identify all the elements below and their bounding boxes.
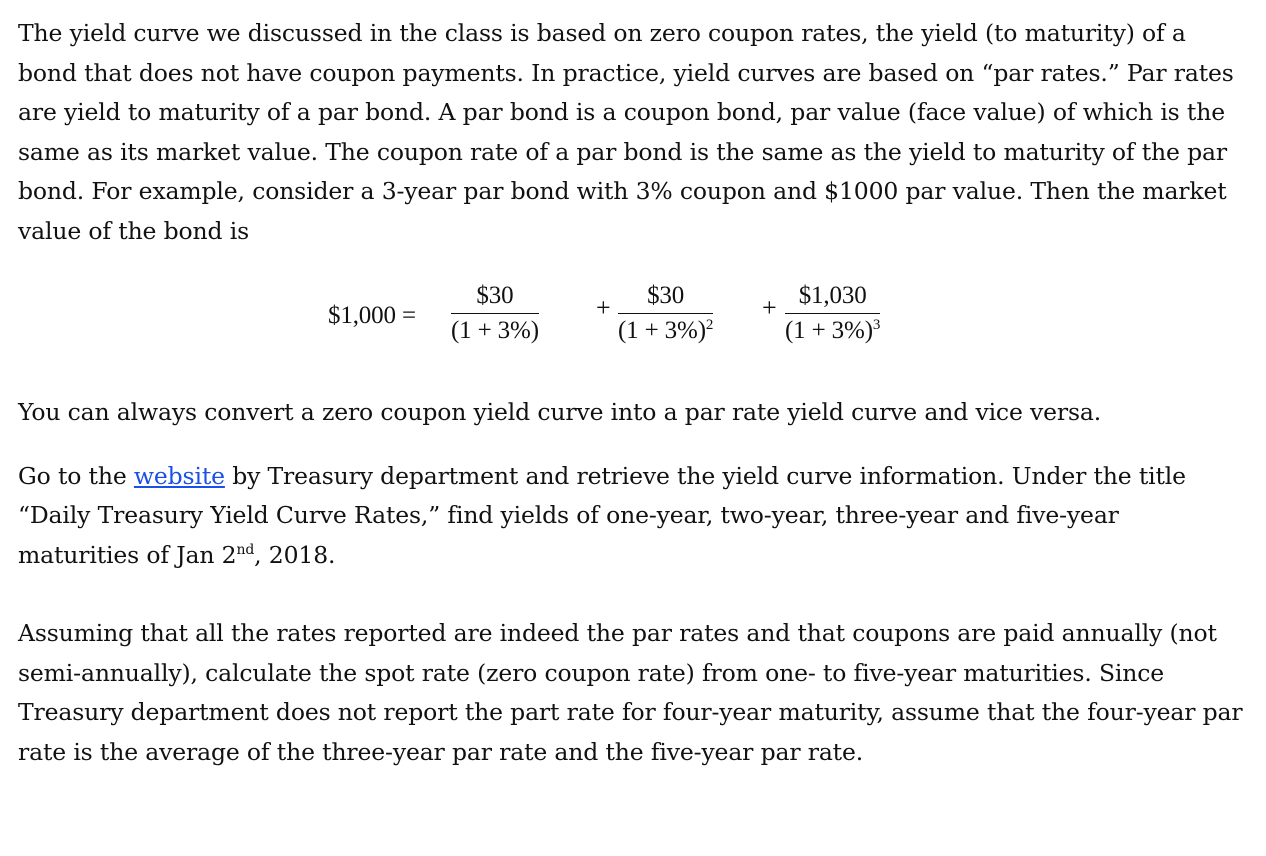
treasury-paragraph: Go to the website by Treasury department and retrieve the yield curve information. Under the title “Daily Treasury Yield Curve Rates,” find yields of one-year, two-year, three-year and five-year maturities of Jan 2nd, 2018. [18,461,1186,569]
term-3-numerator: $1,030 [785,281,880,314]
term-1-denominator: (1 + 3%) [451,317,539,344]
term-1-numerator: $30 [451,281,539,314]
bond-price-equation [18,269,1243,387]
document-body [18,14,1243,772]
plus-sign-2: + [762,293,777,322]
conversion-paragraph: You can always convert a zero coupon yield curve into a par rate yield curve and vice versa. [18,398,1102,426]
equation-lhs: $1,000 = [328,302,416,329]
intro-paragraph: The yield curve we discussed in the class is based on zero coupon rates, the yield (to maturity) of a bond that does not have coupon payments. In practice, yield curves are based on “par rates.” Par rates are yield to maturity of a par bond. A par bond is a coupon bond, par value (face value) of which is the same as its market value. The coupon rate of a par bond is the same as the yield to maturity of the par bond. For example, consider a 3-year par bond with 3% coupon and $1000 par value. Then the market value of the bond is [18,19,1234,245]
website-link[interactable]: website [133,461,225,490]
equation-term-1 [451,281,539,346]
term-2-numerator: $30 [618,281,713,314]
term-2-denominator: $(1 + 3\%)^2$ [618,317,714,344]
assumption-paragraph: Assuming that all the rates reported are indeed the par rates and that coupons are paid annually (not semi-annually), calculate the spot rate (zero coupon rate) from one- to five-year maturities. Since Treasury department does not report the part rate for four-year maturity, assume that the four-year par rate is the average of the three-year par rate and the five-year par rate. [18,619,1243,766]
plus-sign-1: + [596,293,611,322]
term-2-exponent: 2 [705,317,714,333]
term-3-exponent: 3 [872,317,881,333]
ordinal-superscript: nd [236,541,255,558]
equation-term-3 [785,281,880,346]
equation-term-2 [618,281,713,346]
term-3-denominator: $(1 + 3\%)^3$ [785,317,881,344]
